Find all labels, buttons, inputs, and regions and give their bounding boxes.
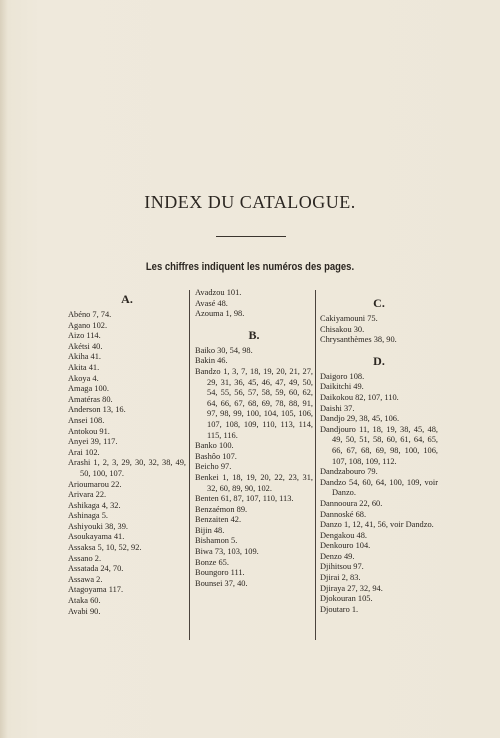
index-entry: Anderson 13, 16.: [68, 405, 126, 415]
index-entry: Djirai 2, 83.: [320, 573, 361, 583]
index-entry: Akoya 4.: [68, 373, 99, 383]
index-entry: Akiha 41.: [68, 352, 102, 362]
index-entry: Assawa 2.: [68, 574, 103, 584]
index-entry: Bijin 48.: [195, 525, 225, 535]
index-entry: Daikokou 82, 107, 110.: [320, 392, 399, 402]
index-letter-heading: A.: [121, 292, 133, 306]
index-entry: Ashiyouki 38, 39.: [68, 521, 129, 531]
index-entry: Biwa 73, 103, 109.: [195, 547, 259, 557]
index-entry: Dannoské 68.: [320, 509, 367, 519]
index-entry: Baiko 30, 54, 98.: [195, 345, 253, 355]
index-entry: Boungoro 111.: [195, 568, 245, 578]
index-entry: Bandzo 1, 3, 7, 18, 19, 20, 21, 27, 29, 31, 36, 45, 46, 47, 49, 50, 54, 55, 56, 57, 58, 59, 60, 62, 64, 66, 67, 68, 69, 78, 88, 91, 97, 98, 99, 100, 104, 105, 106, 107, 108, 109, 110, 113, 114, 115, 116.: [195, 366, 313, 440]
index-entry: Djoutaro 1.: [320, 604, 359, 614]
index-entry: Djiraya 27, 32, 94.: [320, 583, 383, 593]
index-entry: Daishi 37.: [320, 403, 355, 413]
page-subtitle: Les chiffres indiquent les numéros des pages.: [145, 261, 355, 273]
index-entry: Dandzabouro 79.: [320, 467, 378, 477]
index-entry: Avadzou 101.: [195, 288, 242, 297]
index-entry: Cakiyamouni 75.: [320, 314, 378, 323]
index-entry: Ataka 60.: [68, 596, 101, 606]
index-column-3: [320, 296, 438, 615]
index-entry: Benzaémon 89.: [195, 504, 248, 514]
index-entry: Azouma 1, 98.: [195, 309, 245, 319]
index-letter-heading: C.: [373, 296, 385, 310]
index-entry: Arivara 22.: [68, 490, 107, 500]
index-entry: Arai 102.: [68, 447, 100, 457]
index-entry: Banko 100.: [195, 441, 234, 451]
index-letter-heading: B.: [248, 327, 260, 342]
index-entry: Bashôo 107.: [195, 451, 237, 461]
index-entry: Bonze 65.: [195, 557, 229, 567]
index-entry: Ansei 108.: [68, 415, 105, 425]
index-entry: Avasé 48.: [195, 298, 228, 308]
index-entry: Amatéras 80.: [68, 394, 113, 404]
index-entry: Dengakou 48.: [320, 530, 367, 540]
index-entry: Assaksa 5, 10, 52, 92.: [68, 543, 142, 553]
page-title: INDEX DU CATALOGUE.: [144, 192, 356, 212]
index-entry: Djokouran 105.: [320, 594, 373, 604]
index-entry: Akita 41.: [68, 362, 100, 372]
index-entry: Bishamon 5.: [195, 536, 238, 546]
index-entry: Dandzo 54, 60, 64, 100, 109, voir Danzo.: [320, 477, 438, 498]
index-entry: Assatada 24, 70.: [68, 564, 124, 574]
index-entry: Akétsi 40.: [68, 341, 103, 351]
index-entry: Amaga 100.: [68, 384, 109, 394]
index-entry: Assano 2.: [68, 553, 102, 563]
index-entry: Bounsei 37, 40.: [195, 578, 248, 588]
index-column-1: [68, 292, 186, 617]
index-entry: Antokou 91.: [68, 426, 110, 436]
index-entry: Asoukayama 41.: [68, 532, 125, 542]
index-entry: Daigoro 108.: [320, 371, 365, 381]
index-entry: Djihitsou 97.: [320, 562, 364, 572]
index-entry: Dandjo 29, 38, 45, 106.: [320, 414, 400, 424]
index-entry: Benkei 1, 18, 19, 20, 22, 23, 31, 32, 60, 89, 90, 102.: [195, 472, 313, 493]
index-entry: Benten 61, 87, 107, 110, 113.: [195, 494, 294, 504]
index-entry: Arioumarou 22.: [68, 479, 122, 489]
index-entry: Denzo 49.: [320, 551, 355, 561]
index-entry: Avabi 90.: [68, 606, 101, 616]
index-entry: Agano 102.: [68, 320, 108, 330]
index-entry: Dandjouro 11, 18, 19, 38, 45, 48, 49, 50, 51, 58, 60, 61, 64, 65, 66, 67, 68, 69, 98, 100, 106, 107, 108, 109, 112.: [320, 424, 438, 466]
index-entry: Abéno 7, 74.: [68, 310, 112, 319]
index-entry: Ashikaga 4, 32.: [68, 500, 121, 510]
column-divider-left: [189, 290, 190, 640]
index-column-2: [195, 288, 313, 589]
index-entry: Dannooura 22, 60.: [320, 498, 383, 508]
index-entry: Bakin 46.: [195, 356, 228, 366]
index-entry: Chisakou 30.: [320, 324, 365, 334]
column-divider-right: [315, 290, 316, 640]
index-entry: Denkouro 104.: [320, 541, 371, 551]
index-entry: Beicho 97.: [195, 462, 232, 472]
title-rule: [216, 236, 286, 237]
index-entry: Benzaiten 42.: [195, 515, 242, 525]
index-letter-heading: D.: [373, 353, 385, 368]
index-entry: Ashinaga 5.: [68, 511, 109, 521]
index-entry: Daikitchi 49.: [320, 382, 364, 392]
index-entry: Chrysanthèmes 38, 90.: [320, 335, 397, 345]
index-entry: Atagoyama 117.: [68, 585, 124, 595]
index-entry: Anyei 39, 117.: [68, 437, 118, 447]
index-entry: Aizo 114.: [68, 331, 101, 341]
index-entry: Arashi 1, 2, 3, 29, 30, 32, 38, 49, 50, 100, 107.: [68, 458, 186, 478]
index-entry: Danzo 1, 12, 41, 56, voir Dandzo.: [320, 520, 434, 530]
